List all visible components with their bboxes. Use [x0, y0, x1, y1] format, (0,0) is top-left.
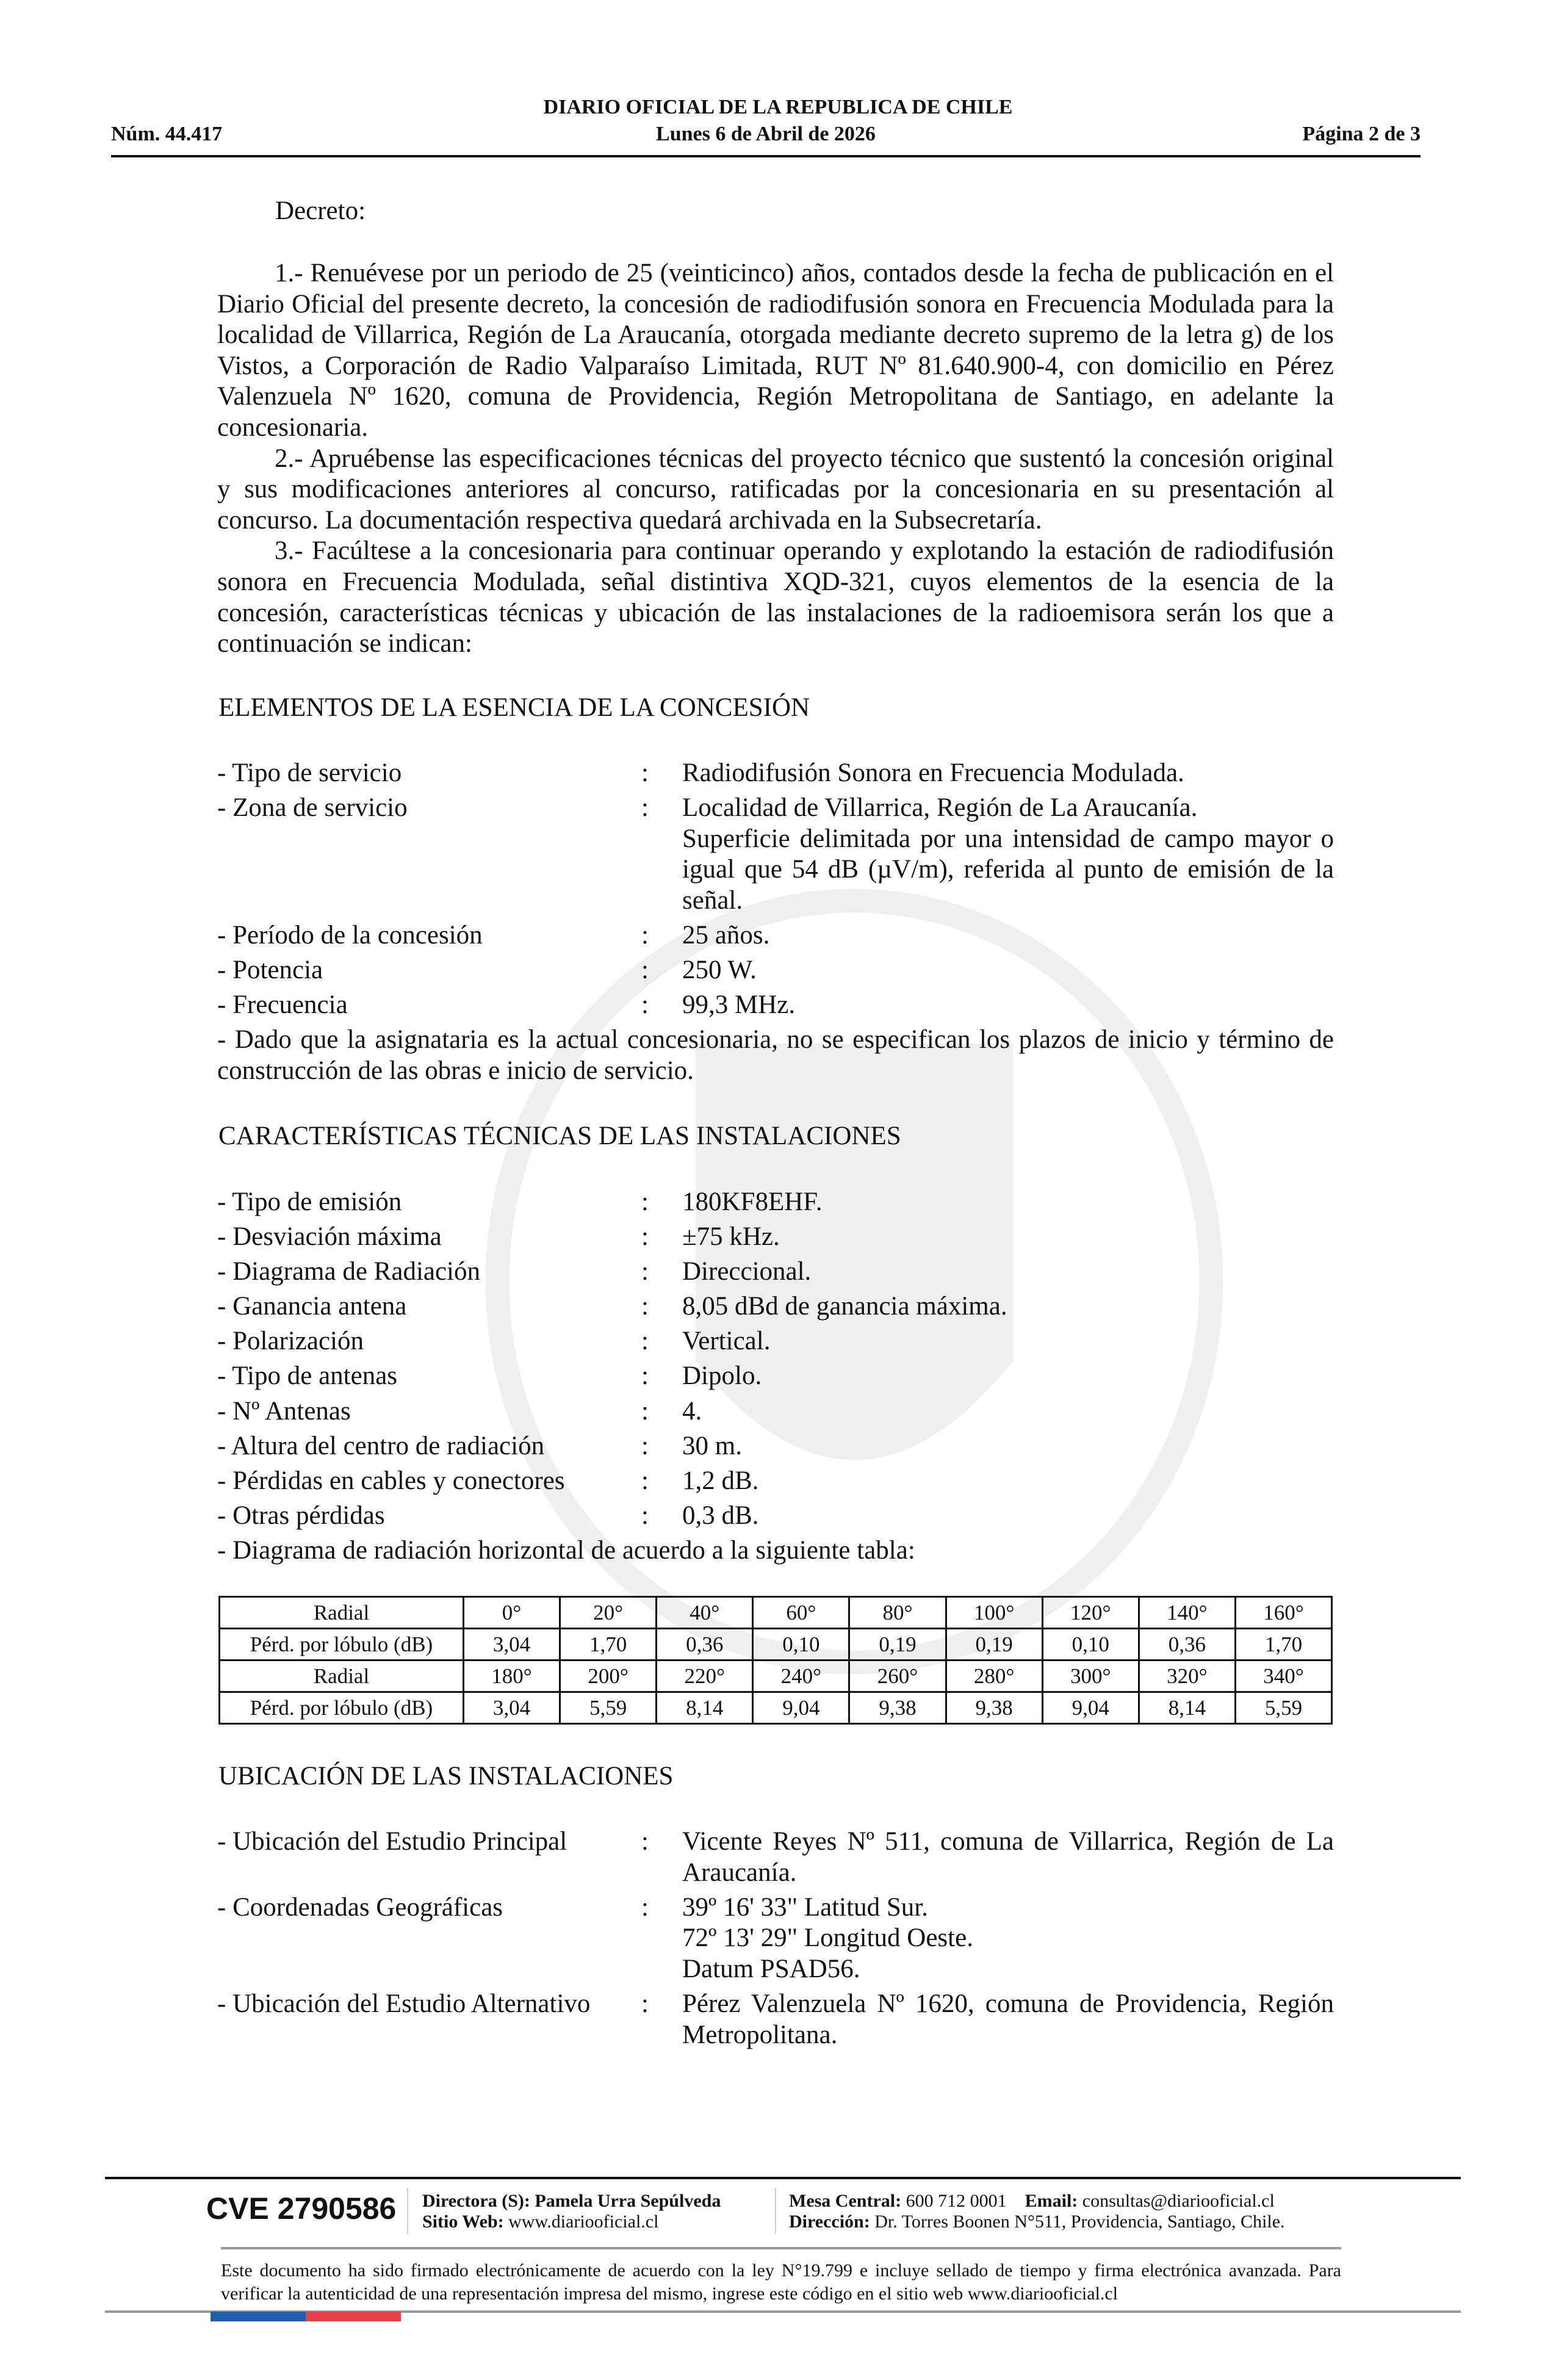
item-value: Direccional.: [682, 1257, 812, 1286]
item-value: 25 años.: [682, 920, 770, 950]
list-item: [217, 1892, 1334, 1985]
footer-rule-mid: [221, 2247, 1341, 2249]
table-cell: 160°: [1235, 1597, 1331, 1629]
item-label: - Ubicación del Estudio Alternativo: [217, 1989, 591, 2018]
table-cell: 0,36: [1139, 1629, 1235, 1661]
directora: Directora (S): Pamela Urra Sepúlveda: [422, 2191, 721, 2211]
paragraph-3: 3.- Facúltese a la concesionaria para continuar operando y explotando la estación de radiodifusión sonora en Frecuencia Modulada, señal distintiva XQD-321, cuyos elementos de la esencia de la concesión, características técnicas y ubicación de las instalaciones de la radioemisora serán los que a continuación se indican:: [217, 536, 1334, 658]
list-item: [217, 1989, 1334, 2050]
list-item: [217, 1501, 1334, 1532]
table-row: [220, 1629, 1332, 1661]
ubicacion-list: [217, 1826, 1334, 2055]
list-item: [217, 758, 1334, 789]
colon: :: [641, 956, 649, 985]
table-row: [220, 1692, 1332, 1724]
table-cell: 300°: [1042, 1661, 1139, 1692]
colon: :: [641, 1222, 649, 1252]
item-label: - Diagrama de Radiación: [217, 1257, 481, 1286]
item-label: - Tipo de emisión: [217, 1188, 402, 1216]
table-cell: 240°: [753, 1661, 849, 1692]
table-cell: 320°: [1139, 1661, 1235, 1692]
decree-paragraphs: [217, 258, 1334, 660]
table-cell: 280°: [946, 1661, 1042, 1692]
elementos-note: - Dado que la asignataria es la actual concesionaria, no se especifican los plazos de inicio y término de construcción de las obras e inicio de servicio.: [217, 1025, 1334, 1085]
footer-divider: [407, 2188, 408, 2234]
table-cell: 1,70: [1235, 1629, 1331, 1661]
item-label: - Zona de servicio: [217, 793, 408, 823]
flag-stripe-red: [306, 2312, 401, 2321]
table-cell: 9,38: [946, 1692, 1042, 1724]
table-cell: 9,04: [753, 1692, 849, 1724]
table-cell: 120°: [1042, 1597, 1139, 1629]
row-header: Radial: [220, 1597, 464, 1629]
table-cell: 8,14: [657, 1692, 753, 1724]
item-label: - Pérdidas en cables y conectores: [217, 1466, 565, 1495]
radiation-table: [218, 1596, 1333, 1725]
colon: :: [641, 1827, 649, 1856]
table-cell: 3,04: [464, 1629, 560, 1661]
latitude: 39º 16' 33" Latitud Sur.: [682, 1892, 928, 1922]
table-cell: 0,19: [849, 1629, 946, 1661]
list-item: [217, 1396, 1334, 1427]
item-value-detail: Superficie delimitada por una intensidad de campo mayor o igual que 54 dB (µV/m), referida al punto de emisión de la señal.: [682, 824, 1334, 915]
list-item: [217, 1222, 1334, 1253]
colon: :: [641, 920, 649, 950]
table-row: [220, 1661, 1332, 1692]
table-cell: 340°: [1235, 1661, 1331, 1692]
table-cell: 200°: [560, 1661, 657, 1692]
colon: :: [641, 1257, 649, 1286]
item-value: 180KF8EHF.: [682, 1188, 823, 1216]
list-item: [217, 1187, 1334, 1218]
table-cell: 0,10: [1042, 1629, 1139, 1661]
datum: Datum PSAD56.: [682, 1954, 860, 1983]
row-header: Pérd. por lóbulo (dB): [220, 1692, 464, 1724]
item-label: - Ubicación del Estudio Principal: [217, 1827, 567, 1856]
table-cell: 40°: [657, 1597, 753, 1629]
table-cell: 9,38: [849, 1692, 946, 1724]
colon: :: [641, 1361, 649, 1391]
table-cell: 0°: [464, 1597, 560, 1629]
list-item: [217, 1826, 1334, 1888]
header-title: DIARIO OFICIAL DE LA REPUBLICA DE CHILE: [543, 96, 1013, 118]
legal-notice: Este documento ha sido firmado electrónicamente de acuerdo con la ley N°19.799 e incluye sellado de tiempo y firma electrónica avanzada. Para verificar la autenticidad de una representación impresa del mismo, ingrese este código en el sitio web www.diariooficial.cl: [221, 2260, 1341, 2304]
item-value: Radiodifusión Sonora en Frecuencia Modulada.: [682, 759, 1184, 787]
footer-rule-top: [105, 2177, 1461, 2179]
table-cell: 60°: [753, 1597, 849, 1629]
list-item: [217, 1291, 1334, 1322]
row-header: Pérd. por lóbulo (dB): [220, 1629, 464, 1661]
table-cell: 8,14: [1139, 1692, 1235, 1724]
table-row: [220, 1597, 1332, 1629]
table-cell: 140°: [1139, 1597, 1235, 1629]
row-header: Radial: [220, 1661, 464, 1692]
table-cell: 3,04: [464, 1692, 560, 1724]
colon: :: [641, 1327, 649, 1356]
mesa-label: Mesa Central:: [789, 2191, 902, 2211]
flag-stripe-blue: [211, 2312, 306, 2321]
colon: :: [641, 1431, 649, 1460]
decreto-label: Decreto:: [275, 197, 366, 225]
item-label: - Coordenadas Geográficas: [217, 1892, 503, 1922]
list-item: [217, 1257, 1334, 1288]
table-cell: 80°: [849, 1597, 946, 1629]
item-value: Vertical.: [682, 1327, 771, 1356]
table-cell: 180°: [464, 1661, 560, 1692]
colon: :: [641, 1466, 649, 1495]
caracteristicas-note: - Diagrama de radiación horizontal de acuerdo a la siguiente tabla:: [217, 1535, 915, 1565]
item-label: - Altura del centro de radiación: [217, 1431, 545, 1460]
item-label: - Otras pérdidas: [217, 1501, 385, 1530]
table-cell: 9,04: [1042, 1692, 1139, 1724]
list-item: [217, 1361, 1334, 1392]
item-label: - Período de la concesión: [217, 920, 483, 950]
paragraph-2: 2.- Apruébense las especificaciones técnicas del proyecto técnico que sustentó la concesión original y sus modificaciones anteriores al concurso, ratificadas por la concesionaria en su presentación al concurso. La documentación respectiva quedará archivada en la Subsecretaría.: [217, 444, 1334, 535]
table-cell: 0,19: [946, 1629, 1042, 1661]
footer-col-1: [422, 2191, 721, 2232]
colon: :: [641, 1989, 649, 2018]
list-item: [217, 793, 1334, 916]
table-cell: 0,10: [753, 1629, 849, 1661]
item-value: Pérez Valenzuela Nº 1620, comuna de Providencia, Región Metropolitana.: [682, 1989, 1334, 2049]
longitude: 72º 13' 29" Longitud Oeste.: [682, 1924, 973, 1953]
item-label: - Frecuencia: [217, 990, 348, 1020]
email-label: Email:: [1025, 2191, 1078, 2211]
table-cell: 1,70: [560, 1629, 657, 1661]
list-item: [217, 990, 1334, 1021]
item-value: Vicente Reyes Nº 511, comuna de Villarrica, Región de La Araucanía.: [682, 1827, 1334, 1887]
item-label: - Ganancia antena: [217, 1292, 407, 1321]
sitio-web-link[interactable]: www.diariooficial.cl: [508, 2212, 659, 2232]
cve-code: CVE 2790586: [206, 2191, 397, 2226]
colon: :: [641, 1292, 649, 1321]
item-value: 0,3 dB.: [682, 1501, 759, 1530]
sitio-label: Sitio Web:: [422, 2212, 504, 2232]
table-cell: 100°: [946, 1597, 1042, 1629]
item-value: 99,3 MHz.: [682, 990, 796, 1020]
colon: :: [641, 1501, 649, 1530]
paragraph-1: 1.- Renuévese por un periodo de 25 (veinticinco) años, contados desde la fecha de publicación en el Diario Oficial del presente decreto, la concesión de radiodifusión sonora en Frecuencia Modulada para la localidad de Villarrica, Región de La Araucanía, otorgada mediante decreto supremo de la letra g) de los Vistos, a Corporación de Radio Valparaíso Limitada, RUT Nº 81.640.900-4, con domicilio en Pérez Valenzuela Nº 1620, comuna de Providencia, Región Metropolitana de Santiago, en adelante la concesionaria.: [217, 259, 1334, 442]
item-value: 1,2 dB.: [682, 1466, 759, 1495]
item-value: Dipolo.: [682, 1361, 762, 1391]
item-label: - Desviación máxima: [217, 1222, 442, 1252]
list-item: [217, 1431, 1334, 1462]
header-rule: [111, 155, 1421, 157]
list-item: [217, 920, 1334, 951]
issue-number: Núm. 44.417: [111, 123, 223, 145]
table-cell: 260°: [849, 1661, 946, 1692]
email-link[interactable]: consultas@diariooficial.cl: [1082, 2191, 1275, 2211]
elementos-list: [217, 758, 1334, 1086]
item-label: - Nº Antenas: [217, 1396, 351, 1426]
direccion-label: Dirección:: [789, 2212, 870, 2232]
item-value: ±75 kHz.: [682, 1222, 780, 1252]
item-label: - Polarización: [217, 1327, 364, 1356]
section-heading-ubicacion: UBICACIÓN DE LAS INSTALACIONES: [218, 1762, 674, 1790]
item-label: - Potencia: [217, 956, 323, 985]
item-value: 8,05 dBd de ganancia máxima.: [682, 1292, 1007, 1321]
section-heading-caracteristicas: CARACTERÍSTICAS TÉCNICAS DE LAS INSTALACIONES: [218, 1122, 901, 1150]
item-label: - Tipo de antenas: [217, 1361, 398, 1391]
table-cell: 220°: [657, 1661, 753, 1692]
colon: :: [641, 1892, 649, 1922]
colon: :: [641, 990, 649, 1020]
item-label: - Tipo de servicio: [217, 759, 402, 787]
list-item: [217, 955, 1334, 986]
item-value: 30 m.: [682, 1431, 742, 1460]
footer-col-2: [789, 2191, 1285, 2232]
footer-divider: [775, 2188, 776, 2234]
table-cell: 5,59: [1235, 1692, 1331, 1724]
list-item: [217, 1466, 1334, 1497]
page-number: Página 2 de 3: [1302, 123, 1421, 145]
direccion: Dr. Torres Boonen N°511, Providencia, Santiago, Chile.: [874, 2212, 1285, 2232]
issue-date: Lunes 6 de Abril de 2026: [656, 123, 876, 145]
colon: :: [641, 1396, 649, 1426]
item-value: Localidad de Villarrica, Región de La Araucanía.: [682, 793, 1198, 823]
item-value: 4.: [682, 1396, 702, 1426]
table-cell: 5,59: [560, 1692, 657, 1724]
colon: :: [641, 759, 649, 787]
table-cell: 20°: [560, 1597, 657, 1629]
colon: :: [641, 793, 649, 823]
section-heading-elementos: ELEMENTOS DE LA ESENCIA DE LA CONCESIÓN: [218, 693, 810, 722]
mesa-phone: 600 712 0001: [906, 2191, 1007, 2211]
table-cell: 0,36: [657, 1629, 753, 1661]
list-item: [217, 1326, 1334, 1357]
item-value: 250 W.: [682, 956, 757, 985]
colon: :: [641, 1188, 649, 1216]
caracteristicas-list: [217, 1187, 1334, 1567]
